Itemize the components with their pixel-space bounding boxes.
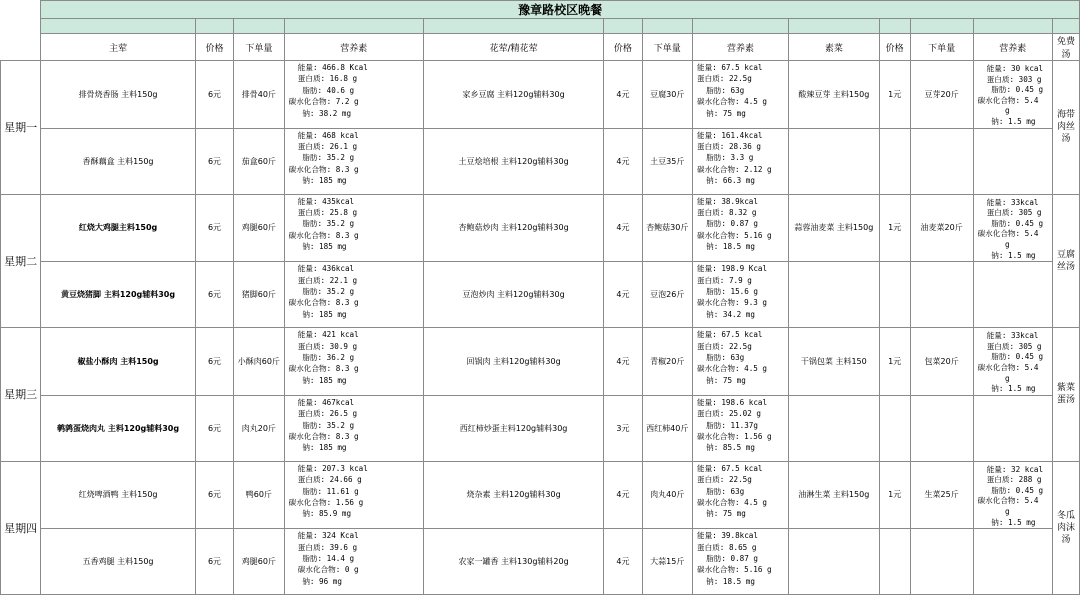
column-header: 营养素 xyxy=(284,34,423,61)
veg-dish-nutrition xyxy=(973,262,1052,328)
column-header: 下单量 xyxy=(234,34,285,61)
side-meat-dish-order-qty: 杏鲍菇30斤 xyxy=(642,194,693,262)
header-band-cell xyxy=(604,19,642,34)
table-row xyxy=(1,328,1080,396)
side-meat-dish-order-qty: 大蒜15斤 xyxy=(642,529,693,595)
main-dish-nutrition: 能量: 324 Kcal 蛋白质: 39.6 g 脂肪: 14.4 g 碳水化合物: 0 g 钠: 96 mg xyxy=(284,529,423,595)
main-dish-price: 6元 xyxy=(195,61,233,129)
veg-dish-name xyxy=(788,529,879,595)
table-row xyxy=(1,61,1080,129)
header-band-cell xyxy=(910,19,973,34)
side-meat-dish-name: 杏鲍菇炒肉 主料120g辅料30g xyxy=(423,194,604,262)
veg-dish-order-qty: 生菜25斤 xyxy=(910,461,973,529)
main-dish-nutrition: 能量: 207.3 kcal 蛋白质: 24.66 g 脂肪: 11.61 g 碳水化合物: 1.56 g 钠: 85.9 mg xyxy=(284,461,423,529)
main-dish-order-qty: 鸭60斤 xyxy=(234,461,285,529)
main-dish-nutrition: 能量: 421 kcal 蛋白质: 30.9 g 脂肪: 36.2 g 碳水化合物: 8.3 g 钠: 185 mg xyxy=(284,328,423,396)
table-row xyxy=(1,194,1080,262)
main-dish-price: 6元 xyxy=(195,395,233,461)
veg-dish-order-qty xyxy=(910,262,973,328)
day-label: 星期三 xyxy=(1,328,41,462)
header-band-cell xyxy=(1052,19,1079,34)
column-header: 营养素 xyxy=(973,34,1052,61)
header-band-cell xyxy=(41,19,196,34)
side-meat-dish-price: 4元 xyxy=(604,529,642,595)
side-meat-dish-price: 4元 xyxy=(604,461,642,529)
main-dish-name: 排骨烧香肠 主料150g xyxy=(41,61,196,129)
main-dish-price: 6元 xyxy=(195,128,233,194)
column-header: 下单量 xyxy=(910,34,973,61)
main-dish-order-qty: 排骨40斤 xyxy=(234,61,285,129)
veg-dish-price xyxy=(879,395,910,461)
veg-dish-price: 1元 xyxy=(879,194,910,262)
veg-dish-nutrition xyxy=(973,128,1052,194)
free-soup: 紫菜蛋汤 xyxy=(1052,328,1079,462)
veg-dish-order-qty: 包菜20斤 xyxy=(910,328,973,396)
main-dish-order-qty: 小酥肉60斤 xyxy=(234,328,285,396)
day-label: 星期四 xyxy=(1,461,41,595)
side-meat-dish-order-qty: 豆泡26斤 xyxy=(642,262,693,328)
veg-dish-nutrition: 能量: 33kcal 蛋白质: 305 g 脂肪: 0.45 g 碳水化合物: 5.4 g 钠: 1.5 mg xyxy=(973,328,1052,396)
main-dish-nutrition: 能量: 466.8 Kcal 蛋白质: 16.8 g 脂肪: 40.6 g 碳水化合物: 7.2 g 钠: 38.2 mg xyxy=(284,61,423,129)
side-meat-dish-name: 家乡豆腐 主料120g辅料30g xyxy=(423,61,604,129)
veg-dish-name: 油淋生菜 主料150g xyxy=(788,461,879,529)
veg-dish-name: 酸辣豆芽 主料150g xyxy=(788,61,879,129)
main-dish-nutrition: 能量: 436kcal 蛋白质: 22.1 g 脂肪: 35.2 g 碳水化合物: 8.3 g 钠: 185 mg xyxy=(284,262,423,328)
header-band-cell xyxy=(973,19,1052,34)
main-dish-nutrition: 能量: 468 kcal 蛋白质: 26.1 g 脂肪: 35.2 g 碳水化合物: 8.3 g 钠: 185 mg xyxy=(284,128,423,194)
free-soup: 海带肉丝汤 xyxy=(1052,61,1079,195)
main-dish-name: 红烧大鸡腿主料150g xyxy=(41,194,196,262)
veg-dish-nutrition xyxy=(973,529,1052,595)
veg-dish-name xyxy=(788,128,879,194)
main-dish-name: 椒盐小酥肉 主料150g xyxy=(41,328,196,396)
header-band-cell xyxy=(234,19,285,34)
side-meat-dish-order-qty: 土豆35斤 xyxy=(642,128,693,194)
veg-dish-nutrition xyxy=(973,395,1052,461)
main-dish-price: 6元 xyxy=(195,194,233,262)
column-header: 主荤 xyxy=(41,34,196,61)
veg-dish-nutrition: 能量: 33kcal 蛋白质: 305 g 脂肪: 0.45 g 碳水化合物: 5.4 g 钠: 1.5 mg xyxy=(973,194,1052,262)
veg-dish-order-qty: 豆芽20斤 xyxy=(910,61,973,129)
side-meat-dish-nutrition: 能量: 38.9kcal 蛋白质: 8.32 g 脂肪: 0.87 g 碳水化合物: 5.16 g 钠: 18.5 mg xyxy=(693,194,789,262)
veg-dish-order-qty: 油麦菜20斤 xyxy=(910,194,973,262)
table-row xyxy=(1,461,1080,529)
veg-dish-name xyxy=(788,262,879,328)
main-dish-nutrition: 能量: 435kcal 蛋白质: 25.8 g 脂肪: 35.2 g 碳水化合物: 8.3 g 钠: 185 mg xyxy=(284,194,423,262)
column-header: 下单量 xyxy=(642,34,693,61)
column-header: 花荤/精花荤 xyxy=(423,34,604,61)
veg-dish-price xyxy=(879,529,910,595)
column-header: 价格 xyxy=(195,34,233,61)
main-dish-name: 五香鸡腿 主料150g xyxy=(41,529,196,595)
main-dish-name: 红烧啤酒鸭 主料150g xyxy=(41,461,196,529)
veg-dish-price xyxy=(879,262,910,328)
veg-dish-nutrition: 能量: 30 kcal 蛋白质: 303 g 脂肪: 0.45 g 碳水化合物: 5.4 g 钠: 1.5 mg xyxy=(973,61,1052,129)
free-soup: 冬瓜肉沫汤 xyxy=(1052,461,1079,595)
side-meat-dish-nutrition: 能量: 67.5 kcal 蛋白质: 22.5g 脂肪: 63g 碳水化合物: 4.5 g 钠: 75 mg xyxy=(693,61,789,129)
veg-dish-name xyxy=(788,395,879,461)
main-dish-order-qty: 肉丸20斤 xyxy=(234,395,285,461)
side-meat-dish-name: 烧杂素 主料120g辅料30g xyxy=(423,461,604,529)
column-header: 价格 xyxy=(879,34,910,61)
main-dish-order-qty: 茄盒60斤 xyxy=(234,128,285,194)
day-label: 星期一 xyxy=(1,61,41,195)
table-row xyxy=(1,395,1080,461)
header-band-cell xyxy=(788,19,879,34)
main-dish-order-qty: 鸡腿60斤 xyxy=(234,194,285,262)
side-meat-dish-price: 4元 xyxy=(604,128,642,194)
veg-dish-price xyxy=(879,128,910,194)
sheet-title: 豫章路校区晚餐 xyxy=(41,1,1080,19)
side-meat-dish-nutrition: 能量: 198.6 kcal 蛋白质: 25.02 g 脂肪: 11.37g 碳水化合物: 1.56 g 钠: 85.5 mg xyxy=(693,395,789,461)
side-meat-dish-nutrition: 能量: 161.4kcal 蛋白质: 28.36 g 脂肪: 3.3 g 碳水化合物: 2.12 g 钠: 66.3 mg xyxy=(693,128,789,194)
header-band-cell xyxy=(693,19,789,34)
main-dish-nutrition: 能量: 467kcal 蛋白质: 26.5 g 脂肪: 35.2 g 碳水化合物: 8.3 g 钠: 185 mg xyxy=(284,395,423,461)
main-dish-order-qty: 鸡腿60斤 xyxy=(234,529,285,595)
header-band-cell xyxy=(642,19,693,34)
table-row xyxy=(1,262,1080,328)
veg-dish-name: 干锅包菜 主料150 xyxy=(788,328,879,396)
side-meat-dish-order-qty: 青椒20斤 xyxy=(642,328,693,396)
table-row xyxy=(1,529,1080,595)
column-header: 素菜 xyxy=(788,34,879,61)
side-meat-dish-price: 4元 xyxy=(604,262,642,328)
header-band-cell xyxy=(423,19,604,34)
column-header: 价格 xyxy=(604,34,642,61)
veg-dish-name: 蒜蓉油麦菜 主料150g xyxy=(788,194,879,262)
veg-dish-order-qty xyxy=(910,128,973,194)
side-meat-dish-nutrition: 能量: 198.9 Kcal 蛋白质: 7.9 g 脂肪: 15.6 g 碳水化合物: 9.3 g 钠: 34.2 mg xyxy=(693,262,789,328)
free-soup: 豆腐丝汤 xyxy=(1052,194,1079,328)
day-label: 星期二 xyxy=(1,194,41,328)
side-meat-dish-name: 豆泡炒肉 主料120g辅料30g xyxy=(423,262,604,328)
side-meat-dish-order-qty: 肉丸40斤 xyxy=(642,461,693,529)
side-meat-dish-price: 4元 xyxy=(604,61,642,129)
veg-dish-order-qty xyxy=(910,395,973,461)
veg-dish-price: 1元 xyxy=(879,461,910,529)
header-band-cell xyxy=(284,19,423,34)
main-dish-price: 6元 xyxy=(195,328,233,396)
side-meat-dish-name: 土豆烩培根 主料120g辅料30g xyxy=(423,128,604,194)
side-meat-dish-name: 回锅肉 主料120g辅料30g xyxy=(423,328,604,396)
main-dish-price: 6元 xyxy=(195,529,233,595)
side-meat-dish-order-qty: 豆腐30斤 xyxy=(642,61,693,129)
main-dish-price: 6元 xyxy=(195,461,233,529)
veg-dish-price: 1元 xyxy=(879,61,910,129)
table-row xyxy=(1,128,1080,194)
main-dish-name: 鹌鹑蛋烧肉丸 主料120g辅料30g xyxy=(41,395,196,461)
side-meat-dish-nutrition: 能量: 67.5 kcal 蛋白质: 22.5g 脂肪: 63g 碳水化合物: 4.5 g 钠: 75 mg xyxy=(693,328,789,396)
side-meat-dish-price: 3元 xyxy=(604,395,642,461)
side-meat-dish-order-qty: 西红柿40斤 xyxy=(642,395,693,461)
side-meat-dish-name: 西红柿炒蛋主料120g辅料30g xyxy=(423,395,604,461)
side-meat-dish-price: 4元 xyxy=(604,194,642,262)
veg-dish-price: 1元 xyxy=(879,328,910,396)
main-dish-name: 黄豆烧猪脚 主料120g辅料30g xyxy=(41,262,196,328)
main-dish-name: 香酥藕盒 主料150g xyxy=(41,128,196,194)
header-band-cell xyxy=(879,19,910,34)
main-dish-order-qty: 猪脚60斤 xyxy=(234,262,285,328)
side-meat-dish-nutrition: 能量: 67.5 kcal 蛋白质: 22.5g 脂肪: 63g 碳水化合物: 4.5 g 钠: 75 mg xyxy=(693,461,789,529)
veg-dish-nutrition: 能量: 32 kcal 蛋白质: 288 g 脂肪: 0.45 g 碳水化合物: 5.4 g 钠: 1.5 mg xyxy=(973,461,1052,529)
column-header: 营养素 xyxy=(693,34,789,61)
header-band-cell xyxy=(195,19,233,34)
column-header: 免费汤 xyxy=(1052,34,1079,61)
side-meat-dish-price: 4元 xyxy=(604,328,642,396)
veg-dish-order-qty xyxy=(910,529,973,595)
side-meat-dish-name: 农家一罐香 主料130g辅料20g xyxy=(423,529,604,595)
side-meat-dish-nutrition: 能量: 39.8kcal 蛋白质: 8.65 g 脂肪: 0.87 g 碳水化合物: 5.16 g 钠: 18.5 mg xyxy=(693,529,789,595)
main-dish-price: 6元 xyxy=(195,262,233,328)
